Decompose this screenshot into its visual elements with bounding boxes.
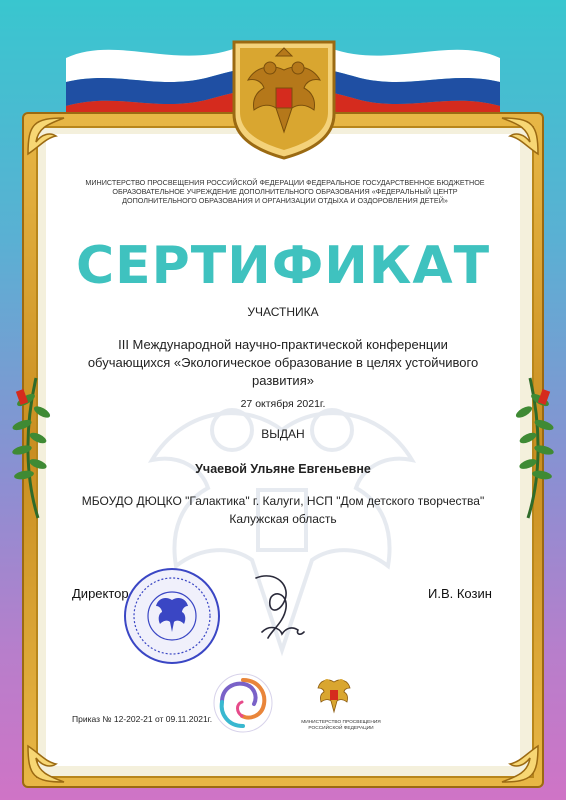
event-date: 27 октября 2021г. [240, 398, 326, 410]
organization [70, 492, 496, 528]
corner-ornament-icon [24, 114, 68, 158]
corner-ornament-icon [24, 742, 68, 786]
organization-region: Калужская область [229, 512, 337, 526]
certificate-title: СЕРТИФИКАТ [75, 236, 491, 296]
corner-ornament-icon [498, 114, 542, 158]
organization-line: МБОУДО ДЮЦКО "Галактика" г. Калуги, НСП "Дом детского творчества" [81, 494, 485, 508]
double-headed-eagle-icon [226, 36, 342, 160]
director-label: Директор [72, 586, 129, 601]
recipient-name: Учаевой Ульяне Евгеньевне [195, 462, 371, 476]
ministry-small-caption: МИНИСТЕРСТВО ПРОСВЕЩЕНИЯ РОССИЙСКОЙ ФЕДЕРАЦИИ [301, 720, 381, 731]
laurel-branch-left-icon [8, 370, 54, 520]
laurel-branch-right-icon [512, 370, 558, 520]
swirl-logo-icon [212, 672, 274, 734]
conference-name: III Международной научно-практической конференции обучающихся «Экологическое образование в целях устойчивого развития» [87, 337, 479, 388]
handwritten-signature [242, 572, 312, 644]
ministry-eagle-icon [312, 674, 356, 718]
corner-ornament-icon [498, 742, 542, 786]
round-seal-icon [122, 566, 222, 666]
ministry-header: МИНИСТЕРСТВО ПРОСВЕЩЕНИЯ РОССИЙСКОЙ ФЕДЕРАЦИИ ФЕДЕРАЛЬНОЕ ГОСУДАРСТВЕННОЕ БЮДЖЕТНОЕ ОБРАЗОВАТЕЛЬНОЕ УЧРЕЖДЕНИЕ ДОПОЛНИТЕЛЬНОГО ОБРАЗОВАНИЯ «ФЕДЕРАЛЬНЫЙ ЦЕНТР ДОПОЛНИТЕЛЬНОГО ОБРАЗОВАНИЯ И ОРГАНИЗАЦИИ ОТДЫХА И ОЗДОРОВЛЕНИЯ ДЕТЕЙ» [85, 178, 485, 205]
issued-label: ВЫДАН [261, 427, 305, 441]
order-reference: Приказ № 12-202-21 от 09.11.2021г. [72, 714, 213, 724]
director-name: И.В. Козин [428, 586, 492, 601]
participant-label: УЧАСТНИКА [247, 305, 319, 319]
